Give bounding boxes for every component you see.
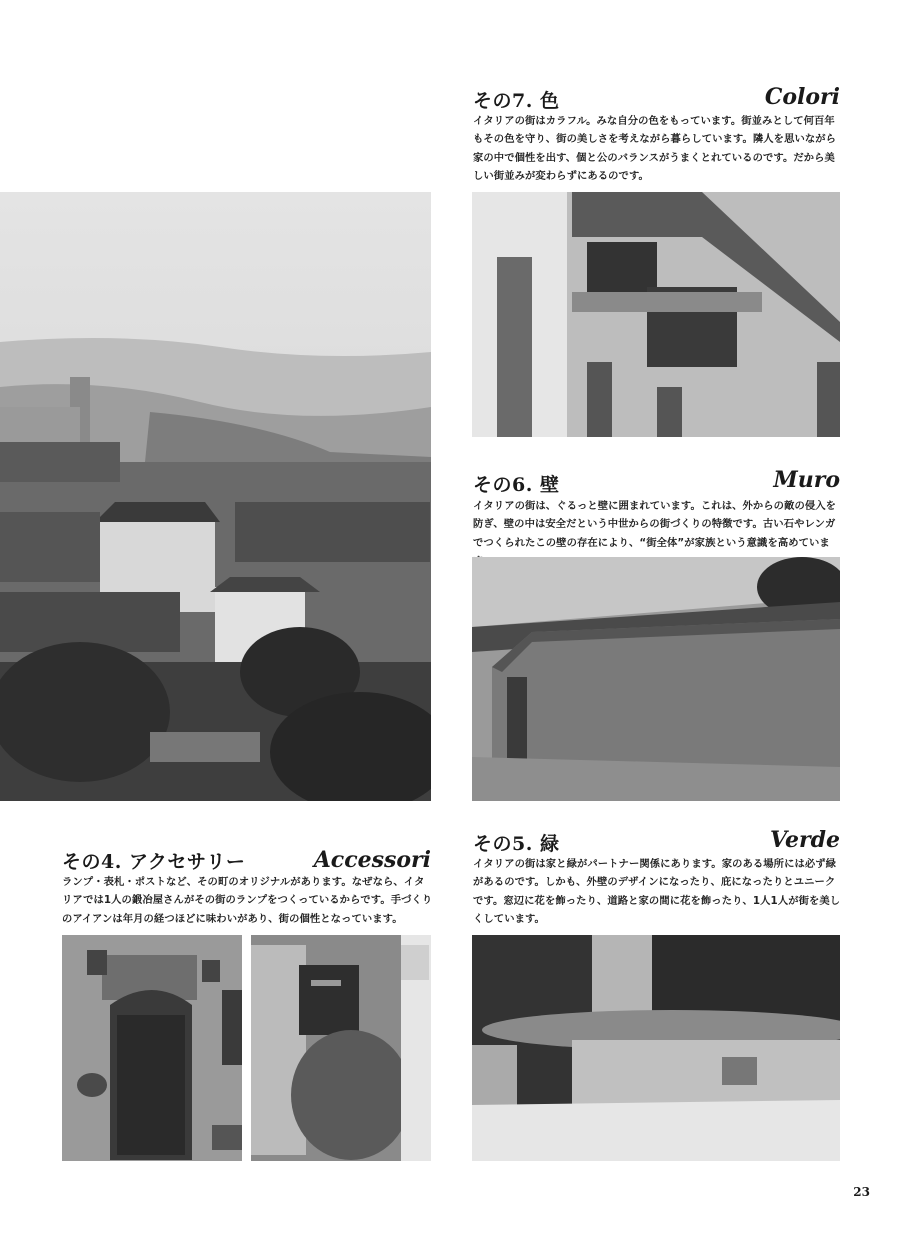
- stone-doorway-lamp-photo: [62, 935, 242, 1161]
- section-4-script-title: Accessori: [313, 847, 431, 873]
- page-number: 23: [853, 1185, 870, 1199]
- section-5-body: イタリアの街は家と緑がパートナー関係にあります。家のある場所には必ず緑があるのです。しかも、外壁のデザインになったり、庇になったりとユニークです。窓辺に花を飾ったり、道路と家の間に花を飾ったり、1人1人が街を美しくしています。: [473, 858, 841, 926]
- section-7-heading: その7. 色: [473, 90, 560, 112]
- mailbox-ivy-photo: [251, 935, 431, 1161]
- section-7-body: イタリアの街はカラフル。みな自分の色をもっています。街並みとして何百年もその色を守り、街の美しさを考えながら暮らしています。隣人を思いながら家の中で個性を出す、個と公のバランスがうまくとれているのです。だから美しい街並みが変わらずにあるのです。: [473, 115, 837, 183]
- hill-town-landscape-photo: [0, 192, 431, 801]
- balcony-building-photo: [472, 192, 840, 437]
- section-6-script-title: Muro: [773, 467, 840, 493]
- section-6-heading: その6. 壁: [473, 474, 560, 496]
- stone-wall-photo: [472, 557, 840, 801]
- section-6-body: イタリアの街は、ぐるっと壁に囲まれています。これは、外からの敵の侵入を防ぎ、壁の中は安全だという中世からの街づくりの特徴です。古い石やレンガでつくられたこの壁の存在により、“街全体”が家族という意識を高めていま: [473, 500, 837, 549]
- section-5-heading: その5. 緑: [473, 833, 560, 855]
- section-4-heading: その4. アクセサリー: [62, 851, 246, 873]
- section-4-body: ランプ・表札・ポストなど、その町のオリジナルがあります。なぜなら、イタリアでは1人の鍛冶屋さんがその街のランプをつくっているからです。手づくりのアイアンは年月の経つほどに味わいがあり、街の個性となっています。: [62, 876, 433, 925]
- section-5-script-title: Verde: [769, 827, 840, 853]
- section-7-script-title: Colori: [764, 84, 840, 110]
- cypress-garden-wall-photo: [472, 935, 840, 1161]
